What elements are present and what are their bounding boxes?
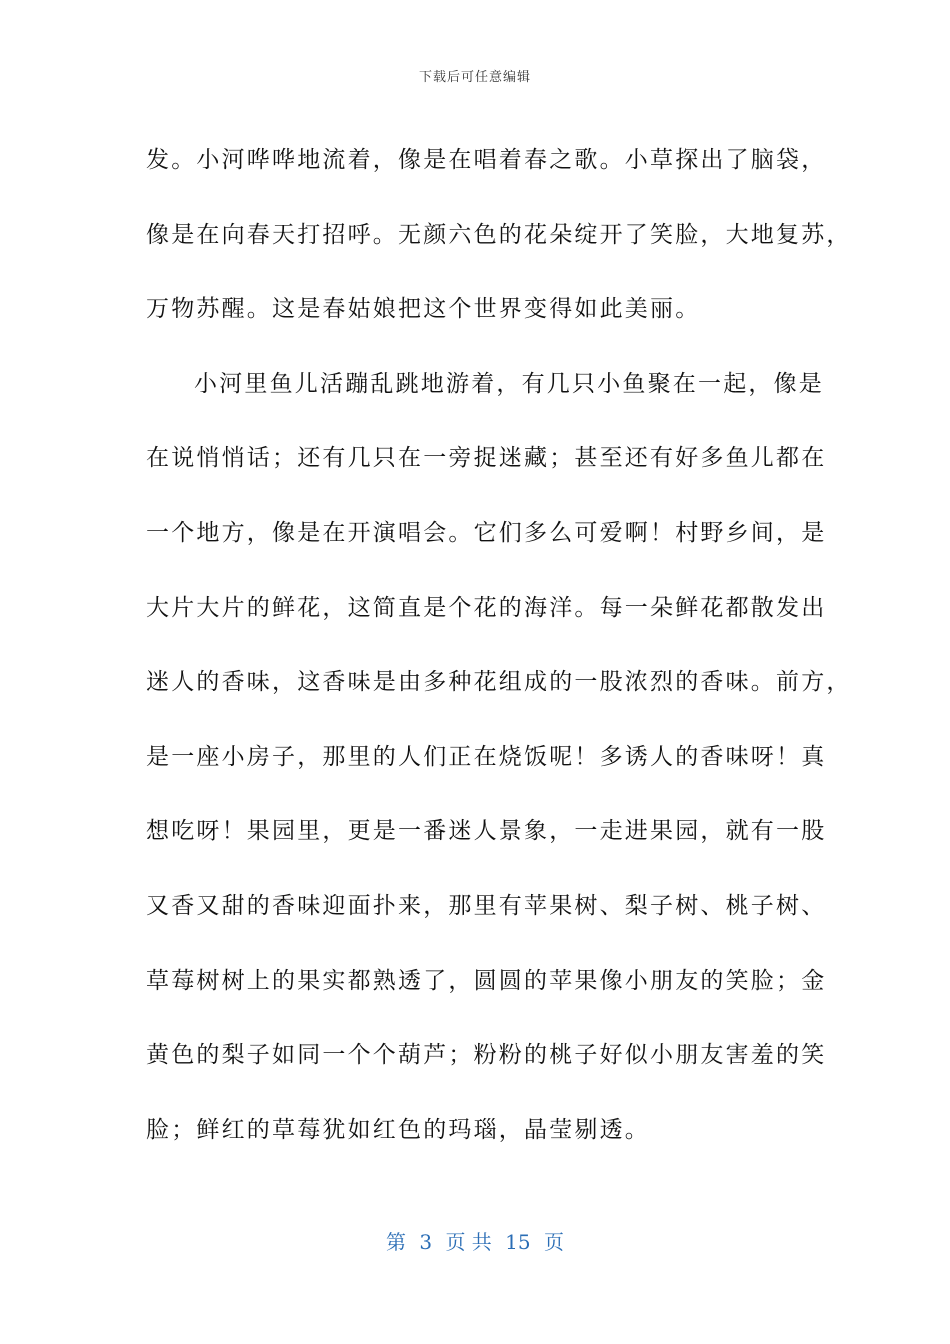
page-header	[0, 66, 950, 85]
text-line: 是一座小房子，那里的人们正在烧饭呢！多诱人的香味呀！真	[146, 743, 827, 770]
page-number-suffix: 页	[543, 1230, 564, 1254]
paragraph-start-line: 小河里鱼儿活蹦乱跳地游着，有几只小鱼聚在一起，像是	[194, 370, 824, 397]
text-line: 一个地方，像是在开演唱会。它们多么可爱啊！村野乡间，是	[146, 519, 827, 546]
text-line: 发。小河哗哗地流着，像是在唱着春之歌。小草探出了脑袋，	[146, 147, 827, 173]
page-number-middle: 页 共	[445, 1230, 492, 1254]
page-footer	[0, 1226, 950, 1255]
text-line: 在说悄悄话；还有几只在一旁捉迷藏；甚至还有好多鱼儿都在	[146, 445, 827, 472]
text-line: 像是在向春天打招呼。无颜六色的花朵绽开了笑脸，大地复苏，	[146, 221, 852, 248]
header-text: 下载后可任意编辑	[418, 70, 531, 85]
total-page-count: 15	[505, 1230, 531, 1254]
text-line: 大片大片的鲜花，这简直是个花的海洋。每一朵鲜花都散发出	[146, 594, 827, 621]
text-line: 万物苏醒。这是春姑娘把这个世界变得如此美丽。	[146, 296, 701, 323]
text-line: 迷人的香味，这香味是由多种花组成的一股浓烈的香味。前方，	[146, 669, 852, 696]
document-body	[146, 123, 852, 1167]
current-page-number: 3	[419, 1230, 433, 1254]
text-line: 黄色的梨子如同一个个葫芦；粉粉的桃子好似小朋友害羞的笑	[146, 1042, 827, 1069]
text-line: 又香又甜的香味迎面扑来，那里有苹果树、梨子树、桃子树、	[146, 892, 827, 919]
text-line: 脸；鲜红的草莓犹如红色的玛瑙，晶莹剔透。	[146, 1116, 650, 1143]
text-line: 草莓树树上的果实都熟透了，圆圆的苹果像小朋友的笑脸；金	[146, 967, 827, 994]
page-number-prefix: 第	[386, 1230, 406, 1254]
text-line: 想吃呀！果园里，更是一番迷人景象，一走进果园，就有一股	[146, 818, 827, 845]
